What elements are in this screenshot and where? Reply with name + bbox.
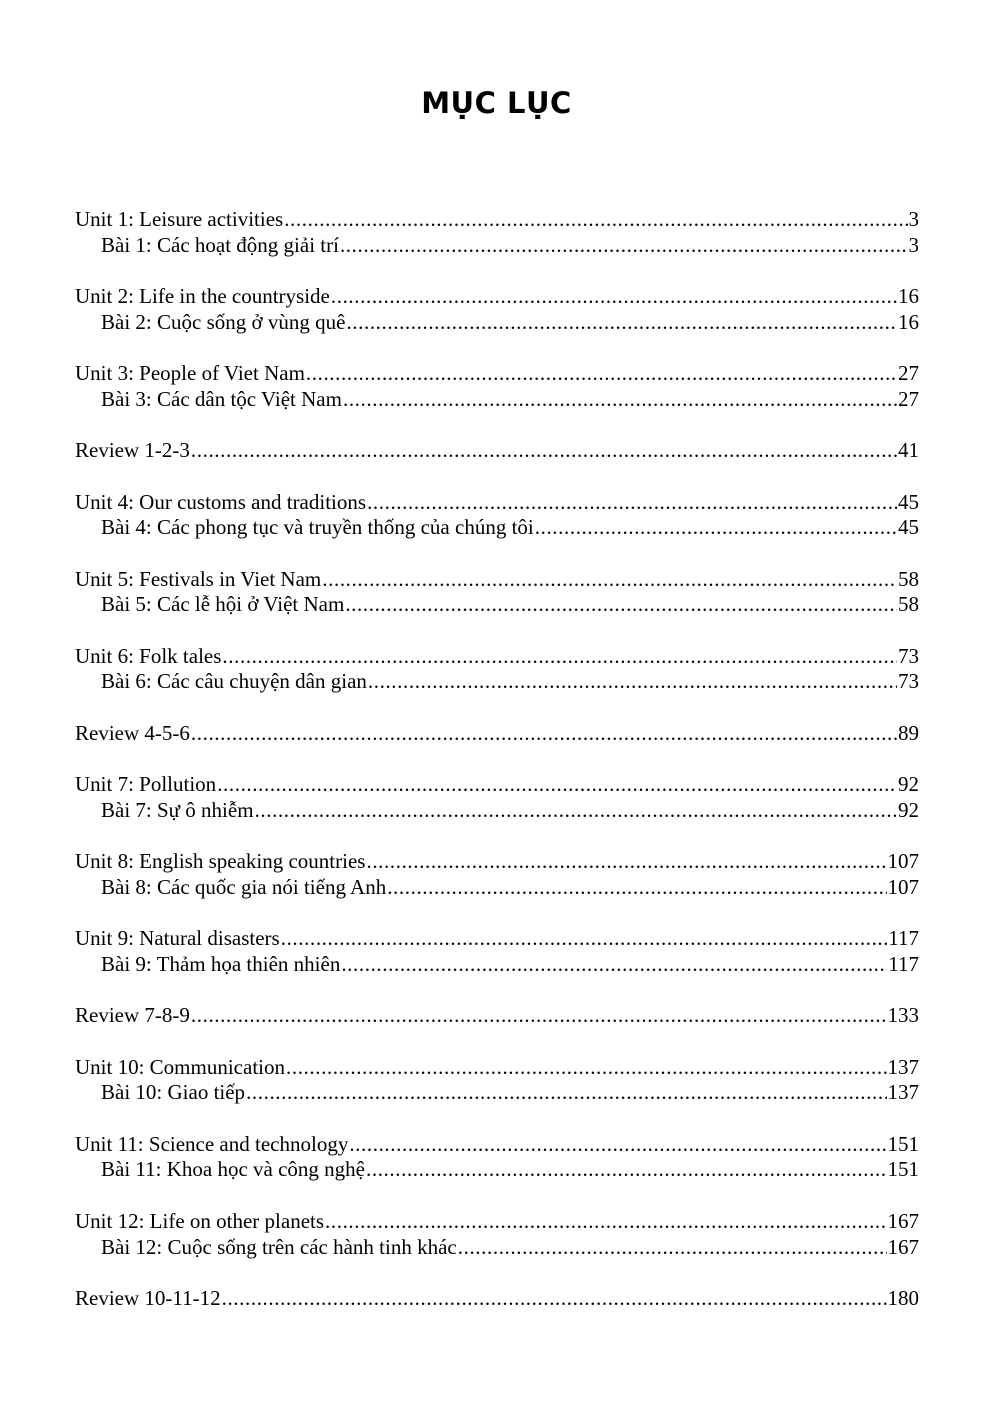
toc-entry-page: 167: [887, 1208, 919, 1233]
dot-leader: [246, 1080, 886, 1106]
toc-entry-label: Bài 2: Cuộc sống ở vùng quê: [101, 309, 346, 334]
toc-entry-label: Review 10-11-12: [75, 1285, 221, 1310]
toc-entry-unit-12[interactable]: [75, 1209, 919, 1235]
dot-leader: [191, 1003, 887, 1029]
spacer: [75, 901, 919, 927]
toc-entry-page: 41: [898, 438, 919, 463]
toc-entry-bai-1[interactable]: [75, 233, 919, 259]
toc-entry-label: Unit 9: Natural disasters: [75, 926, 280, 951]
dot-leader: [222, 644, 897, 670]
toc-entry-page: 3: [908, 207, 919, 231]
dot-leader: [284, 207, 907, 233]
dot-leader: [222, 1286, 887, 1312]
toc-entry-bai-11[interactable]: [75, 1157, 919, 1183]
toc-entry-review-1-2-3[interactable]: [75, 438, 919, 464]
spacer: [75, 824, 919, 850]
toc-entry-review-10-11-12[interactable]: [75, 1286, 919, 1312]
toc-entry-bai-7[interactable]: [75, 798, 919, 824]
toc-entry-label: Bài 7: Sự ô nhiễm: [101, 797, 254, 822]
toc-entry-review-4-5-6[interactable]: [75, 721, 919, 747]
toc-entry-page: 107: [887, 849, 919, 874]
table-of-contents: [75, 207, 919, 1312]
toc-entry-label: Review 7-8-9: [75, 1003, 190, 1028]
toc-entry-label: Unit 3: People of Viet Nam: [75, 361, 305, 386]
toc-entry-label: Unit 5: Festivals in Viet Nam: [75, 566, 322, 591]
toc-entry-label: Bài 3: Các dân tộc Việt Nam: [101, 386, 342, 411]
dot-leader: [286, 1055, 887, 1081]
toc-entry-unit-3[interactable]: [75, 361, 919, 387]
spacer: [75, 695, 919, 721]
toc-entry-bai-4[interactable]: [75, 515, 919, 541]
toc-entry-page: 137: [887, 1080, 919, 1105]
toc-entry-page: 137: [887, 1054, 919, 1079]
spacer: [75, 258, 919, 284]
toc-entry-page: 16: [898, 309, 919, 334]
toc-entry-label: Unit 2: Life in the countryside: [75, 284, 330, 309]
spacer: [75, 541, 919, 567]
toc-entry-label: Bài 10: Giao tiếp: [101, 1080, 246, 1105]
dot-leader: [345, 592, 897, 618]
toc-entry-page: 133: [887, 1003, 919, 1028]
toc-entry-label: Bài 12: Cuộc sống trên các hành tinh khác: [101, 1234, 457, 1259]
spacer: [75, 464, 919, 490]
toc-entry-unit-1[interactable]: [75, 207, 919, 233]
toc-entry-label: Bài 6: Các câu chuyện dân gian: [101, 669, 367, 694]
dot-leader: [191, 721, 897, 747]
toc-entry-unit-10[interactable]: [75, 1055, 919, 1081]
toc-entry-page: 27: [898, 361, 919, 386]
dot-leader: [458, 1235, 887, 1261]
toc-entry-unit-6[interactable]: [75, 644, 919, 670]
dot-leader: [349, 1132, 886, 1158]
dot-leader: [346, 310, 897, 336]
toc-entry-label: Bài 5: Các lễ hội ở Việt Nam: [101, 592, 345, 617]
toc-entry-page: 117: [888, 951, 919, 976]
toc-entry-unit-4[interactable]: [75, 490, 919, 516]
toc-entry-label: Unit 6: Folk tales: [75, 643, 222, 668]
toc-entry-page: 92: [898, 772, 919, 797]
toc-entry-page: 58: [898, 592, 919, 617]
dot-leader: [331, 284, 897, 310]
dot-leader: [306, 361, 897, 387]
toc-entry-unit-2[interactable]: [75, 284, 919, 310]
toc-entry-label: Bài 9: Thảm họa thiên nhiên: [101, 951, 341, 976]
toc-entry-label: Unit 12: Life on other planets: [75, 1208, 325, 1233]
dot-leader: [343, 387, 897, 413]
dot-leader: [535, 515, 897, 541]
toc-entry-bai-12[interactable]: [75, 1235, 919, 1261]
toc-entry-label: Unit 11: Science and technology: [75, 1131, 349, 1156]
spacer: [75, 1029, 919, 1055]
spacer: [75, 978, 919, 1004]
toc-entry-unit-5[interactable]: [75, 567, 919, 593]
spacer: [75, 618, 919, 644]
toc-entry-bai-9[interactable]: [75, 952, 919, 978]
toc-entry-page: 92: [898, 797, 919, 822]
spacer: [75, 1260, 919, 1286]
toc-entry-label: Unit 1: Leisure activities: [75, 207, 284, 231]
dot-leader: [366, 849, 886, 875]
dot-leader: [325, 1209, 886, 1235]
dot-leader: [217, 772, 897, 798]
spacer: [75, 335, 919, 361]
dot-leader: [191, 438, 897, 464]
toc-entry-bai-2[interactable]: [75, 310, 919, 336]
toc-entry-label: Unit 10: Communication: [75, 1054, 285, 1079]
toc-entry-unit-7[interactable]: [75, 772, 919, 798]
toc-entry-label: Bài 4: Các phong tục và truyền thống của chúng tôi: [101, 515, 534, 540]
toc-entry-page: 151: [887, 1157, 919, 1182]
toc-entry-bai-3[interactable]: [75, 387, 919, 413]
toc-entry-label: Review 1-2-3: [75, 438, 190, 463]
toc-entry-page: 73: [898, 669, 919, 694]
toc-entry-unit-8[interactable]: [75, 849, 919, 875]
toc-entry-page: 16: [898, 284, 919, 309]
spacer: [75, 413, 919, 439]
dot-leader: [367, 490, 897, 516]
spacer: [75, 1183, 919, 1209]
dot-leader: [340, 233, 908, 259]
toc-entry-page: 117: [888, 926, 919, 951]
toc-entry-unit-11[interactable]: [75, 1132, 919, 1158]
spacer: [75, 746, 919, 772]
toc-entry-page: 45: [898, 489, 919, 514]
toc-entry-page: 107: [887, 874, 919, 899]
dot-leader: [341, 952, 887, 978]
dot-leader: [322, 567, 897, 593]
toc-entry-label: Unit 4: Our customs and traditions: [75, 489, 367, 514]
dot-leader: [366, 1157, 887, 1183]
toc-entry-page: 73: [898, 643, 919, 668]
toc-entry-label: Bài 11: Khoa học và công nghệ: [101, 1157, 365, 1182]
toc-entry-page: 45: [898, 515, 919, 540]
dot-leader: [255, 798, 897, 824]
page-title: MỤC LỤC: [421, 86, 572, 120]
dot-leader: [387, 875, 886, 901]
toc-entry-page: 167: [887, 1234, 919, 1259]
dot-leader: [368, 669, 897, 695]
toc-entry-label: Unit 8: English speaking countries: [75, 849, 366, 874]
toc-entry-page: 151: [887, 1131, 919, 1156]
toc-entry-label: Review 4-5-6: [75, 720, 190, 745]
toc-entry-label: Bài 8: Các quốc gia nói tiếng Anh: [101, 874, 387, 899]
spacer: [75, 1106, 919, 1132]
toc-entry-bai-8[interactable]: [75, 875, 919, 901]
toc-entry-bai-5[interactable]: [75, 592, 919, 618]
toc-entry-page: 89: [898, 720, 919, 745]
toc-entry-page: 180: [887, 1285, 919, 1310]
toc-entry-label: Unit 7: Pollution: [75, 772, 217, 797]
toc-entry-unit-9[interactable]: [75, 926, 919, 952]
toc-entry-bai-10[interactable]: [75, 1080, 919, 1106]
toc-entry-label: Bài 1: Các hoạt động giải trí: [101, 232, 339, 257]
toc-entry-review-7-8-9[interactable]: [75, 1003, 919, 1029]
toc-entry-page: 58: [898, 566, 919, 591]
toc-entry-bai-6[interactable]: [75, 669, 919, 695]
toc-entry-page: 3: [908, 232, 919, 257]
dot-leader: [281, 926, 888, 952]
toc-entry-page: 27: [898, 386, 919, 411]
